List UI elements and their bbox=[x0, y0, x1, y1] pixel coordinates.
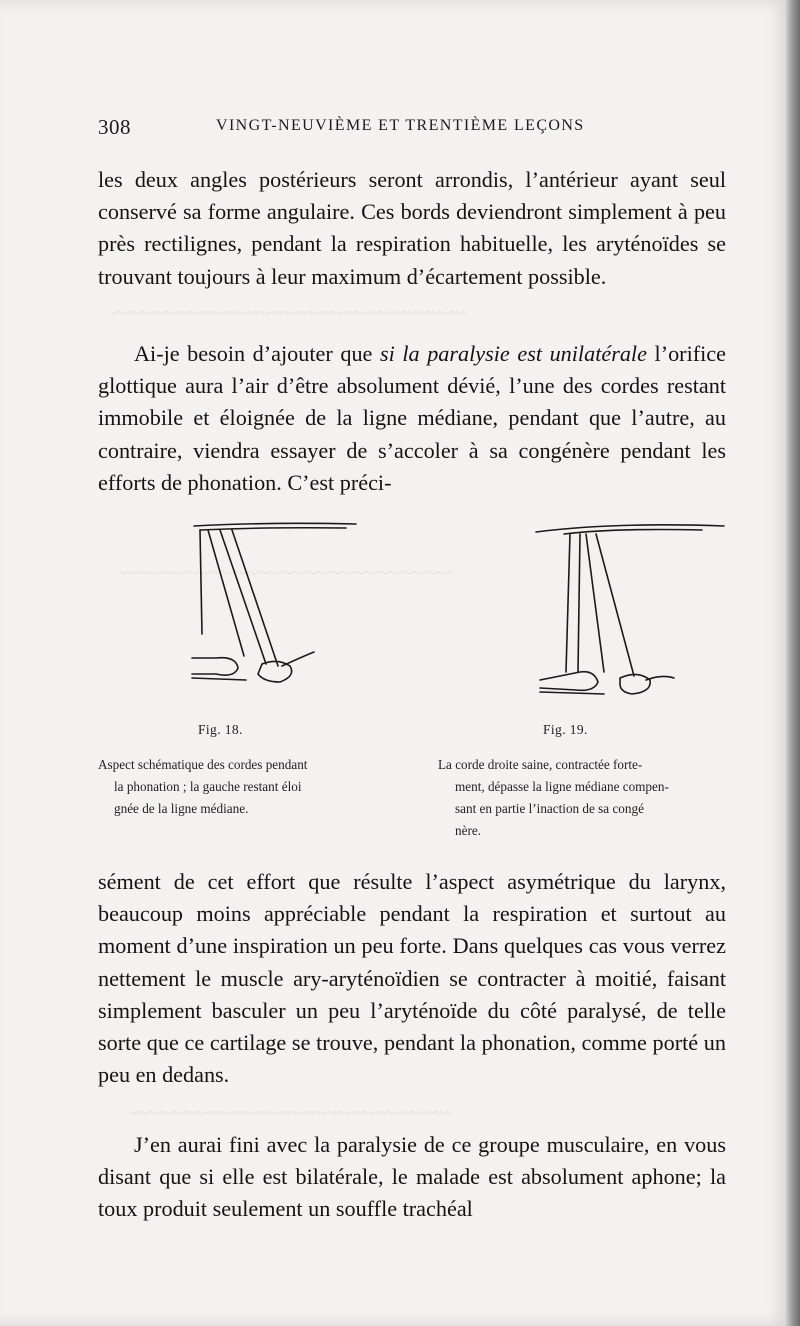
fig-19-caption-line: sant en partie l’inaction de sa congé bbox=[455, 801, 644, 816]
fig-18-top-bar-inner bbox=[200, 528, 346, 530]
paragraph-2-end: l’orifice glottique aura l’air d’être absolument dévié, l’une des cordes restant immobile et éloignée de la ligne médiane, pendant que l’autre, au contraire, viendra essayer de s’accoler à sa congénère pendant les efforts de phonation. C’est préci- bbox=[98, 341, 726, 495]
show-through-text: ~~~~~~~~~~~~~~~~~~~~~~~~~~~ bbox=[130, 1100, 452, 1125]
fig-19-caption-line: ment, dépasse la ligne médiane compen- bbox=[455, 779, 669, 794]
fig-19-left-cord-inner bbox=[578, 534, 580, 672]
fig-19-base-line bbox=[540, 692, 604, 694]
fig-18-caption-line: Aspect schématique des cordes pendant bbox=[98, 757, 308, 772]
fig-18-top-bar bbox=[194, 523, 356, 526]
fig-18-left-cord-outer bbox=[200, 530, 202, 634]
fig-19-label: Fig. 19. bbox=[543, 722, 588, 737]
fig-19-top-bar-inner bbox=[564, 530, 702, 535]
show-through-text: ~~~~~~~~~~~~~~~~~~~~~~~~~~~~~~ bbox=[110, 300, 468, 325]
fig-19-caption-line: La corde droite saine, contractée forte- bbox=[438, 757, 643, 772]
fig-18-right-cord-inner bbox=[232, 530, 278, 666]
fig-18-posterior-hook bbox=[282, 652, 314, 666]
page-number: 308 bbox=[98, 115, 131, 139]
fig-19-caption bbox=[438, 754, 728, 842]
fig-19-left-arytenoid bbox=[540, 672, 598, 691]
show-through-text: ~~~~~~~~~~~~~~~~~~~~~~~~~~~~ bbox=[120, 560, 454, 585]
page-edge-shadow bbox=[786, 0, 800, 1326]
fig-18-vocal-cords-illustration bbox=[186, 516, 388, 706]
fig-18-label: Fig. 18. bbox=[198, 722, 243, 737]
fig-18-caption-line: gnée de la ligne médiane. bbox=[114, 801, 249, 816]
paragraph-1: les deux angles postérieurs seront arrondis, l’antérieur ayant seul conservé sa forme angulaire. Ces bords deviendront simplement à peu près rectilignes, pendant la respiration habituelle, les aryténoïdes se trouvant toujours à leur maximum d’écartement possible. bbox=[98, 167, 726, 289]
paragraph-2-start: Ai-je besoin d’ajouter que bbox=[134, 341, 380, 366]
fig-18-caption bbox=[98, 754, 398, 820]
fig-18-base-line bbox=[192, 678, 246, 680]
paragraph-4: J’en aurai fini avec la paralysie de ce groupe musculaire, en vous disant que si elle est bilatérale, le malade est absolument aphone; la toux produit seulement un souffle trachéal bbox=[98, 1132, 726, 1222]
fig-19-left-cord-outer bbox=[566, 534, 570, 672]
paragraph-3: sément de cet effort que résulte l’aspect asymétrique du larynx, beaucoup moins appréciable pendant la respiration et surtout au moment d’une inspiration un peu forte. Dans quelques cas vous verrez nettement le muscle ary-aryténoïdien se contracter à moitié, faisant simplement basculer un peu l’aryténoïde du côté paralysé, de telle sorte que ce cartilage se trouve, pendant la phonation, comme porté un peu en dedans. bbox=[98, 869, 726, 1088]
fig-19-caption-line: nère. bbox=[455, 823, 481, 838]
fig-19-vocal-cords-illustration bbox=[524, 520, 734, 708]
fig-19-top-bar bbox=[536, 525, 724, 532]
fig-18-left-arytenoid bbox=[192, 658, 238, 675]
running-head: VINGT-NEUVIÈME ET TRENTIÈME LEÇONS bbox=[216, 117, 585, 134]
paragraph-2 bbox=[98, 338, 726, 499]
fig-19-right-arytenoid bbox=[620, 674, 650, 694]
fig-18-caption-line: la phonation ; la gauche restant éloi bbox=[114, 779, 302, 794]
figure-block bbox=[98, 516, 726, 848]
paragraph-2-emphasis: si la paralysie est unilatérale bbox=[379, 341, 647, 366]
